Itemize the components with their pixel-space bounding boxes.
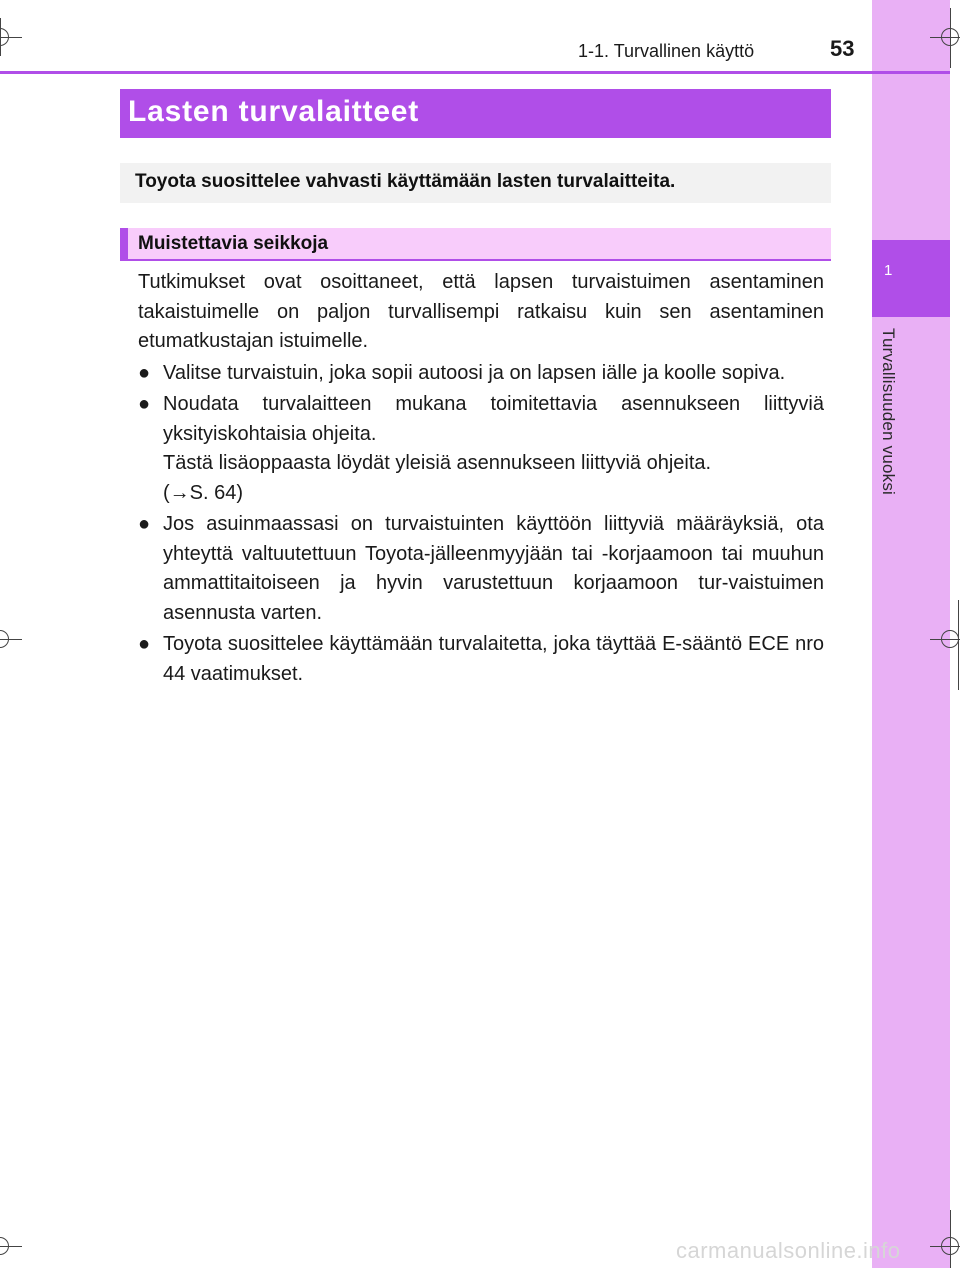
intro-box bbox=[120, 163, 831, 203]
list-item bbox=[138, 390, 824, 508]
bullet-icon: ● bbox=[138, 513, 151, 535]
list-item-text: Toyota suosittelee käyttämään turvalaitetta, joka täyttää E-sääntö ECE nro 44 vaatimukset. bbox=[163, 633, 824, 685]
page-reference-link[interactable]: (→S. 64) bbox=[163, 481, 244, 504]
list-item-text: Noudata turvalaitteen mukana toimitettavia asennukseen liittyviä yksityiskohtaisia ohjeita. bbox=[163, 393, 824, 445]
watermark: carmanualsonline.info bbox=[676, 1238, 901, 1263]
chapter-number: 1 bbox=[884, 262, 893, 279]
subheading: Muistettavia seikkoja bbox=[138, 233, 329, 254]
body-paragraph: Tutkimukset ovat osoittaneet, että lapsen turvaistuimen asentaminen takaistuimelle on paljon turvallisempi ratkaisu kuin sen asentaminen etumatkustajan istuimelle. bbox=[138, 271, 824, 352]
intro-text: Toyota suosittelee vahvasti käyttämään lasten turvalaitteita. bbox=[135, 171, 676, 192]
list-item-text: Valitse turvaistuin, joka sopii autoosi ja on lapsen iälle ja koolle sopiva. bbox=[163, 361, 786, 384]
bullet-icon: ● bbox=[138, 361, 151, 384]
list-item bbox=[138, 359, 824, 389]
header-divider bbox=[0, 71, 950, 74]
bullet-icon: ● bbox=[138, 393, 151, 415]
list-item bbox=[138, 630, 824, 689]
body-content bbox=[138, 268, 824, 689]
page-number: 53 bbox=[830, 36, 855, 61]
subheading-bar bbox=[120, 228, 831, 261]
chapter-side-strip bbox=[872, 0, 950, 1268]
bullet-icon: ● bbox=[138, 633, 151, 655]
list-item-extra: Tästä lisäoppaasta löydät yleisiä asennukseen liittyviä ohjeita. bbox=[163, 452, 712, 474]
list-item-text: Jos asuinmaassasi on turvaistuinten käyttöön liittyviä määräyksiä, ota yhteyttä valtuutettuun Toyota-jälleenmyyjään tai -korjaamoon tai muuhun ammattitaitoiseen ja hyvin varustettuun korjaamoon tur-vaistuimen asennusta varten. bbox=[163, 513, 824, 624]
page-title: Lasten turvalaitteet bbox=[128, 95, 420, 128]
page-title-bar bbox=[120, 89, 831, 138]
chapter-label: Turvallisuuden vuoksi bbox=[879, 328, 898, 496]
header-section-title: 1-1. Turvallinen käyttö bbox=[578, 41, 755, 61]
list-item bbox=[138, 510, 824, 628]
